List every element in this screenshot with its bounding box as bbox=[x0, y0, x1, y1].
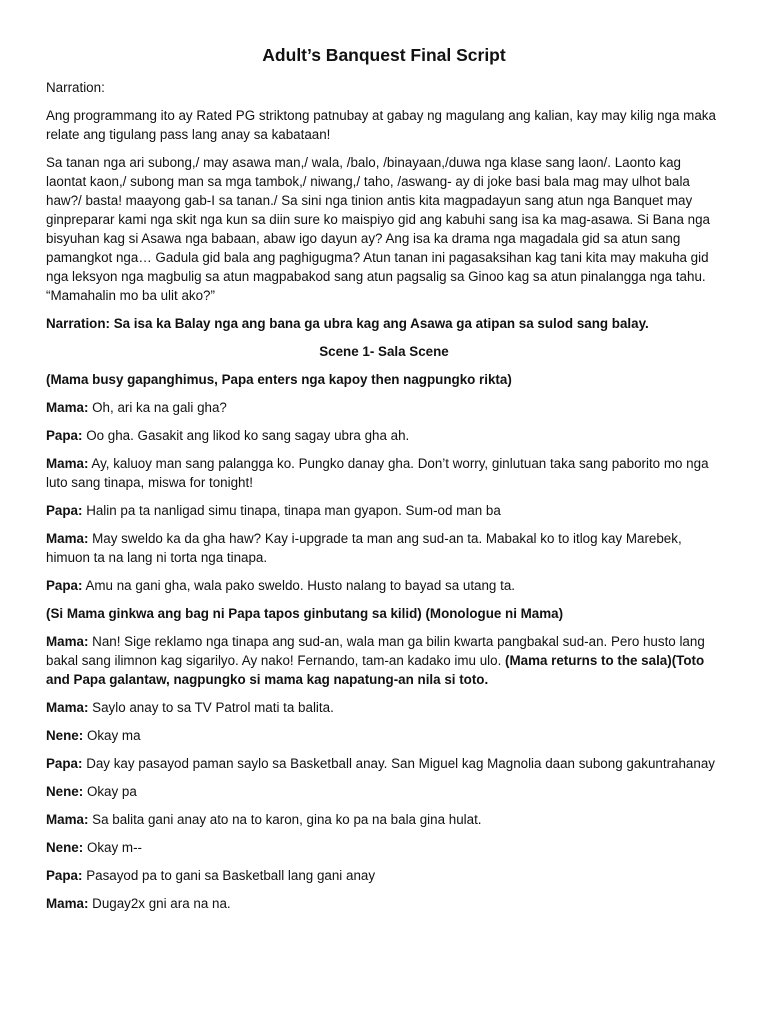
speaker-name: Papa: bbox=[46, 428, 83, 443]
stage-direction: (Mama busy gapanghimus, Papa enters nga kapoy then nagpungko rikta) bbox=[46, 372, 512, 387]
speaker-name: Nene: bbox=[46, 728, 84, 743]
monologue-line bbox=[46, 632, 722, 689]
dialogue-text: Sa balita gani anay ato na to karon, gina ko pa na bala gina hulat. bbox=[88, 812, 482, 827]
dialogue-line bbox=[46, 698, 722, 717]
dialogue-text: Okay ma bbox=[83, 728, 141, 743]
document-page bbox=[46, 44, 722, 922]
speaker-name: Mama: bbox=[46, 634, 89, 649]
inline-stage-direction: (Mama returns to the sala)(Toto and Papa galantaw, nagpungko si mama kag napatung-an nila si toto. bbox=[46, 653, 705, 687]
dialogue-line bbox=[46, 754, 722, 773]
speaker-name: Mama: bbox=[46, 812, 89, 827]
dialogue-line bbox=[46, 894, 722, 913]
dialogue-text: Oh, ari ka na gali gha? bbox=[88, 400, 227, 415]
document-title: Adult’s Banquest Final Script bbox=[262, 45, 506, 65]
stage-direction: (Si Mama ginkwa ang bag ni Papa tapos ginbutang sa kilid) (Monologue ni Mama) bbox=[46, 606, 564, 621]
dialogue-text: Oo gha. Gasakit ang likod ko sang sagay ubra gha ah. bbox=[82, 428, 410, 443]
dialogue-text: Amu na gani gha, wala pako sweldo. Husto nalang to bayad sa utang ta. bbox=[82, 578, 515, 593]
dialogue-text: Ay, kaluoy man sang palangga ko. Pungko danay gha. Don’t worry, ginlutuan taka sang paborito mo nga luto sang tinapa, miswa for tonight! bbox=[46, 456, 709, 490]
dialogue-line bbox=[46, 398, 722, 417]
dialogue-text: Pasayod pa to gani sa Basketball lang gani anay bbox=[82, 868, 376, 883]
narration-label: Narration: bbox=[46, 80, 105, 95]
dialogue-line bbox=[46, 454, 722, 492]
dialogue-line bbox=[46, 726, 722, 745]
speaker-name: Mama: bbox=[46, 896, 89, 911]
speaker-name: Nene: bbox=[46, 840, 84, 855]
narration-paragraph: Narration: Sa isa ka Balay nga ang bana ga ubra kag ang Asawa ga atipan sa sulod sang balay. bbox=[46, 316, 649, 331]
dialogue-line bbox=[46, 810, 722, 829]
speaker-name: Mama: bbox=[46, 456, 89, 471]
dialogue-line bbox=[46, 501, 722, 520]
dialogue-text: Nan! Sige reklamo nga tinapa ang sud-an, wala man ga bilin kwarta pangbakal sud-an. Pero husto lang bakal sang ilimnon kag sigarilyo. Ay nako! Fernando, tam-an kadako imu ulo. bbox=[46, 634, 705, 668]
speaker-name: Mama: bbox=[46, 531, 89, 546]
dialogue-line bbox=[46, 576, 722, 595]
dialogue-text: Dugay2x gni ara na na. bbox=[88, 896, 231, 911]
speaker-name: Nene: bbox=[46, 784, 84, 799]
dialogue-text: Okay pa bbox=[83, 784, 137, 799]
scene-heading: Scene 1- Sala Scene bbox=[319, 344, 449, 359]
speaker-name: Papa: bbox=[46, 578, 83, 593]
dialogue-text: Okay m-- bbox=[83, 840, 142, 855]
dialogue-text: Halin pa ta nanligad simu tinapa, tinapa man gyapon. Sum-od man ba bbox=[82, 503, 501, 518]
dialogue-line bbox=[46, 426, 722, 445]
dialogue-text: Saylo anay to sa TV Patrol mati ta balita. bbox=[88, 700, 334, 715]
speaker-name: Papa: bbox=[46, 503, 83, 518]
dialogue-line bbox=[46, 782, 722, 801]
speaker-name: Mama: bbox=[46, 700, 89, 715]
dialogue-text: May sweldo ka da gha haw? Kay i-upgrade ta man ang sud-an ta. Mabakal ko to itlog kay Marebek, himuon ta na lang ni torta nga tinapa. bbox=[46, 531, 682, 565]
intro-paragraph-1: Ang programmang ito ay Rated PG striktong patnubay at gabay ng magulang ang kalian, kay may kilig nga maka relate ang tigulang pass lang anay sa kabataan! bbox=[46, 108, 716, 142]
dialogue-text: Day kay pasayod paman saylo sa Basketball anay. San Miguel kag Magnolia daan subong gakuntrahanay bbox=[82, 756, 715, 771]
dialogue-line bbox=[46, 838, 722, 857]
speaker-name: Papa: bbox=[46, 756, 83, 771]
speaker-name: Mama: bbox=[46, 400, 89, 415]
speaker-name: Papa: bbox=[46, 868, 83, 883]
intro-paragraph-2: Sa tanan nga ari subong,/ may asawa man,/ wala, /balo, /binayaan,/duwa nga klase sang laon/. Laonto kag laontat kaon,/ subong man sa mga tambok,/ niwang,/ taho, /aswang- ay di joke basi bala mag may ulhot bala haw?/ basta! maayong gab-I sa tanan./ Sa sini nga tinion antis kita magpadayun sang atun nga Banquet may ginpreparar kami nga skit nga kun sa diin sure ko maispiyo gid ang kabuhi sang isa ka mag-asawa. Si Bana nga bisyuhan kag si Asawa nga babaan, abaw igo dayun ay? Ang isa ka drama nga magadala gid sa atun sang pamangkot nga… Gadula gid bala ang paghigugma? Atun tanan ini pagasaksihan kag tani kita may makuha gid nga leksyon nga magbulig sa atun magpabakod sang atun pagsalig sa Ginoo kag sa atun pinalangga nga tahu. “Mamahalin mo ba ulit ako?” bbox=[46, 155, 710, 303]
dialogue-line bbox=[46, 866, 722, 885]
dialogue-line bbox=[46, 529, 722, 567]
